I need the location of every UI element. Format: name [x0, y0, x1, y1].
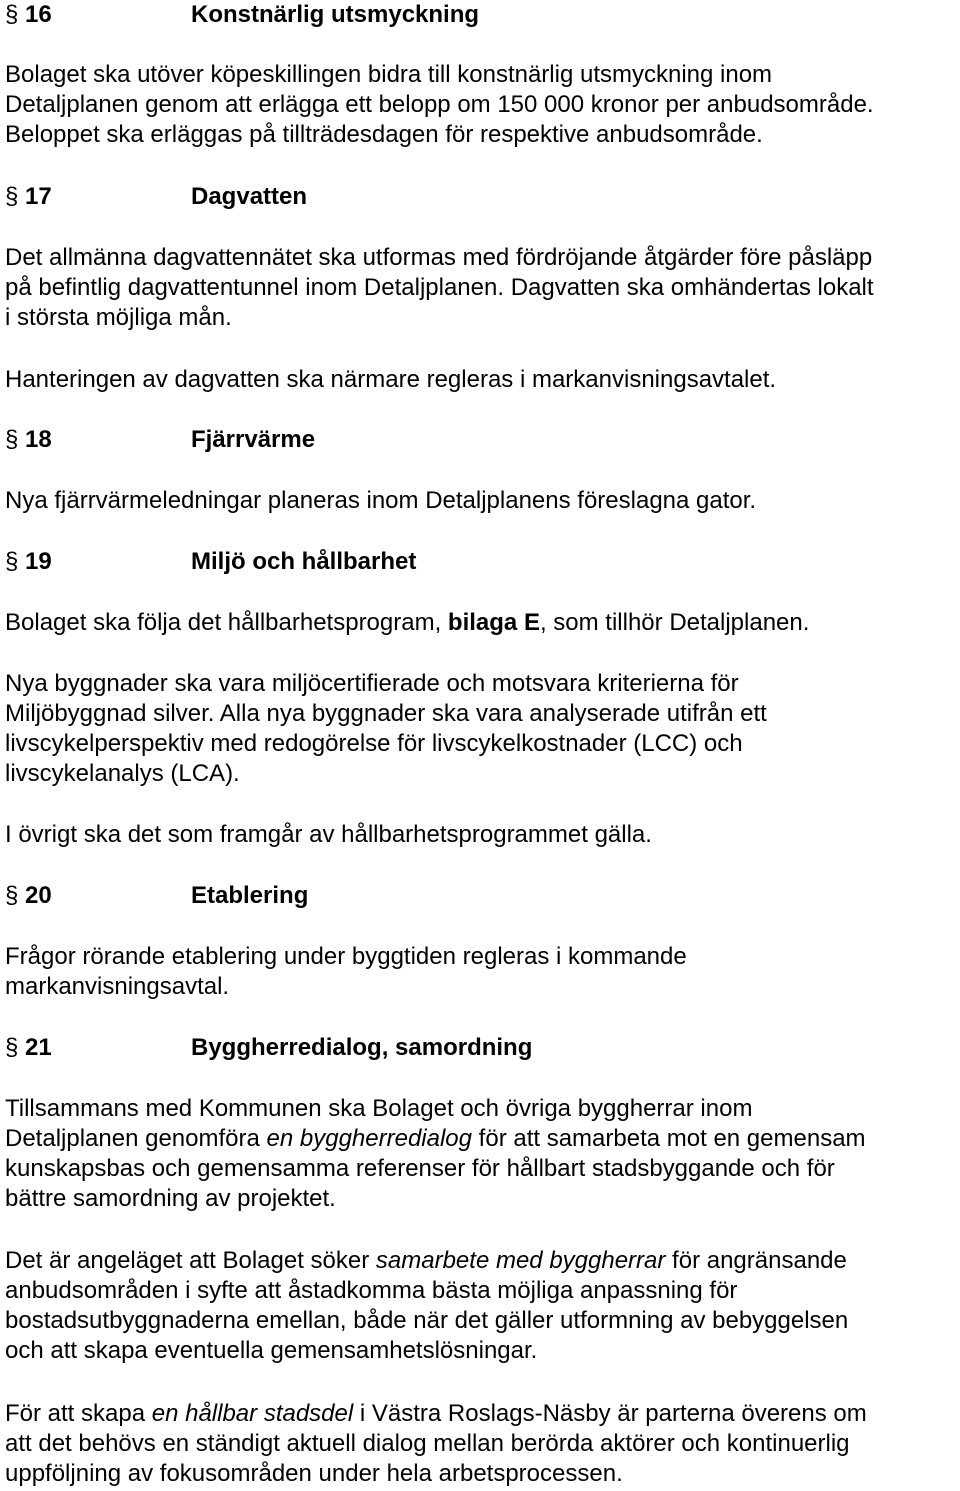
text-line: kunskapsbas och gemensamma referenser för hållbart stadsbyggande och för: [5, 1155, 835, 1182]
paragraph-19-2: [5, 669, 960, 789]
text-line: anbudsområden i syfte att åstadkomma bästa möjliga anpassning för: [5, 1277, 738, 1304]
section-sign: §: [5, 426, 19, 453]
text-line: i största möjliga mån.: [5, 304, 232, 331]
text-line: Hanteringen av dagvatten ska närmare regleras i markanvisningsavtalet.: [5, 366, 777, 393]
section-title: Etablering: [191, 882, 309, 909]
text-line: Tillsammans med Kommunen ska Bolaget och övriga byggherrar inom: [5, 1095, 753, 1122]
bold-text: bilaga E: [447, 609, 540, 636]
section-number: 17: [25, 183, 52, 210]
text-line: Detaljplanen genom att erlägga ett belopp om 150 000 kronor per anbudsområde.: [5, 91, 874, 118]
section-number: 19: [25, 548, 52, 575]
text-line: på befintlig dagvattentunnel inom Detaljplanen. Dagvatten ska omhändertas lokalt: [5, 274, 874, 301]
text-line: markanvisningsavtal.: [5, 973, 230, 1000]
section-number: 20: [25, 882, 52, 909]
text-line: Miljöbyggnad silver. Alla nya byggnader ska vara analyserade utifrån ett: [5, 700, 767, 727]
paragraph-17-2: [5, 365, 960, 395]
section-number: 21: [25, 1034, 52, 1061]
text-run: För att skapa: [5, 1400, 152, 1427]
text-line: [5, 1399, 960, 1429]
paragraph-19-3: [5, 820, 960, 850]
paragraph-20-1: [5, 942, 960, 1002]
text-run: Det är angeläget att Bolaget söker: [5, 1247, 376, 1274]
section-title: Dagvatten: [191, 183, 308, 210]
paragraph-21-3: [5, 1399, 960, 1489]
italic-text: en hållbar stadsdel: [151, 1400, 354, 1427]
section-title: Miljö och hållbarhet: [191, 548, 417, 575]
text-line: Beloppet ska erläggas på tillträdesdagen för respektive anbudsområde.: [5, 121, 763, 148]
section-sign: §: [5, 548, 19, 575]
text-line: och att skapa eventuella gemensamhetslösningar.: [5, 1337, 538, 1364]
text-run: Detaljplanen genomföra: [5, 1125, 267, 1152]
section-title: Konstnärlig utsmyckning: [191, 1, 480, 28]
text-run: för angränsande: [665, 1247, 847, 1274]
text-line: livscykelperspektiv med redogörelse för livscykelkostnader (LCC) och: [5, 730, 743, 757]
paragraph-18-1: [5, 486, 960, 516]
paragraph-17-1: [5, 243, 960, 333]
text-line: [5, 1246, 960, 1276]
text-line: livscykelanalys (LCA).: [5, 760, 240, 787]
section-title: Byggherredialog, samordning: [191, 1034, 533, 1061]
section-title: Fjärrvärme: [191, 426, 316, 453]
section-number: 18: [25, 426, 52, 453]
paragraph-16-1: [5, 60, 960, 150]
section-sign: §: [5, 183, 19, 210]
section-sign: §: [5, 1034, 19, 1061]
paragraph-21-1: [5, 1094, 960, 1214]
text-run: Bolaget ska följa det hållbarhetsprogram,: [5, 609, 448, 636]
italic-text: en byggherredialog: [266, 1125, 473, 1152]
text-run: , som tillhör Detaljplanen.: [539, 609, 810, 636]
text-line: I övrigt ska det som framgår av hållbarhetsprogrammet gälla.: [5, 821, 652, 848]
section-sign: §: [5, 882, 19, 909]
italic-text: samarbete med byggherrar: [375, 1247, 666, 1274]
text-run: för att samarbeta mot en gemensam: [472, 1125, 866, 1152]
text-run: i Västra Roslags-Näsby är parterna överens om: [353, 1400, 867, 1427]
text-line: [5, 608, 960, 638]
text-line: Frågor rörande etablering under byggtiden regleras i kommande: [5, 943, 687, 970]
text-line: Bolaget ska utöver köpeskillingen bidra till konstnärlig utsmyckning inom: [5, 61, 773, 88]
text-line: att det behövs en ständigt aktuell dialog mellan berörda aktörer och kontinuerlig: [5, 1430, 850, 1457]
text-line: Nya byggnader ska vara miljöcertifierade och motsvara kriterierna för: [5, 670, 739, 697]
text-line: Nya fjärrvärmeledningar planeras inom Detaljplanens föreslagna gator.: [5, 487, 757, 514]
text-line: uppföljning av fokusområden under hela arbetsprocessen.: [5, 1460, 623, 1487]
text-line: [5, 1124, 960, 1154]
text-line: bostadsutbyggnaderna emellan, både när det gäller utformning av bebyggelsen: [5, 1307, 849, 1334]
text-line: bättre samordning av projektet.: [5, 1185, 336, 1212]
paragraph-21-2: [5, 1246, 960, 1366]
paragraph-19-1: [5, 608, 960, 638]
section-number: 16: [25, 1, 52, 28]
section-sign: §: [5, 1, 19, 28]
text-line: Det allmänna dagvattennätet ska utformas med fördröjande åtgärder före påsläpp: [5, 244, 873, 271]
